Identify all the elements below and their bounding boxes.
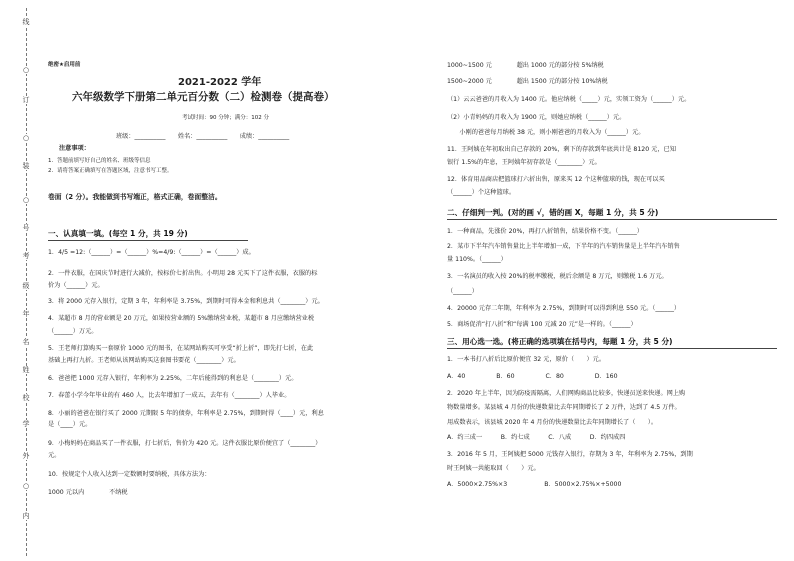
- question-line: 10．按规定个人收入达到一定数额时要纳税，具体方法为：: [48, 471, 211, 478]
- question-line: 1．一种商品，先涨价 20%，再打八折销售，结果价格不变。（______）: [447, 228, 643, 235]
- question-line: 1000 元以内 不纳税: [48, 489, 128, 496]
- section2-title: 二、仔细判一判。(对的画 √，错的画 X，每题 1 分，共 5 分): [447, 208, 659, 217]
- question-line: 基础上再打九折。王老师从该网站购买这套图书要花（________）元。: [48, 357, 240, 364]
- binding-char: 号: [20, 224, 32, 232]
- exam-meta: 考试时间：90 分钟；满分：102 分: [182, 115, 269, 121]
- question-line: 物数量增多。某县城 4 月份的快递数量比去年同期增长了 2 万件，达到了 4.5 万件。: [447, 404, 681, 411]
- secret-label: 绝密★启用前: [48, 62, 81, 68]
- section3-title: 三、用心选一选。(将正确的选项填在括号内，每题 1 分，共 5 分): [447, 337, 673, 346]
- notes-title: 注意事项：: [59, 145, 90, 152]
- note-item: 1．答题前填写好自己的姓名、班级等信息: [48, 158, 151, 164]
- question-line: 9．小梅妈妈在商品买了一件衣服，打七折后，售价为 420 元。这件衣服比原价便宜了（________）: [48, 440, 322, 447]
- question-line: A．40 B．60 C．80 D．160: [447, 373, 618, 380]
- question-line: 3．将 2000 元存入银行，定期 3 年，年利率是 3.75%，到期时可得本金和利息共（________）元。: [48, 298, 324, 305]
- section3-underline: [447, 348, 777, 349]
- question-line: 8．小丽的爸爸在银行买了 2000 元期限 5 年的债券，年利率是 2.75%，到期时得（____）元，利息: [48, 410, 324, 417]
- question-line: 5．王老师打算购买一套原价 1000 元的图书，在某网站购买可享受“折上折”，即先打七折，在此: [48, 345, 314, 352]
- question-line: 4．某超市 8 月的营业额是 20 万元，如果按营业额的 5%缴纳营业税，某超市 8 月应缴纳营业税: [48, 315, 315, 322]
- question-line: 量 110%。（______）: [447, 256, 507, 263]
- binding-char: 订: [20, 96, 32, 104]
- section1-title: 一、认真填一填。(每空 1 分，共 19 分): [48, 229, 188, 238]
- binding-char: 外: [20, 452, 32, 460]
- question-line: 银行 1.5%的年息，王阿姨年初存款是（________）元。: [447, 159, 601, 166]
- question-line: 元。: [48, 452, 61, 459]
- section2-underline: [447, 219, 777, 220]
- question-line: 是（____）元。: [48, 421, 92, 428]
- question-line: 4．20000 元存二年期，年利率为 2.75%，到期时可以得到利息 550 元。（______）: [447, 305, 681, 312]
- question-line: 小刚的爸爸每月纳税 38 元，则小刚爸爸的月收入为（______）元。: [447, 129, 645, 136]
- binding-char: 名: [20, 338, 32, 346]
- binding-char: 级: [20, 282, 32, 290]
- binding-char: 内: [20, 512, 32, 520]
- student-fields: 班级：__________ 姓名：__________ 成绩：__________: [116, 133, 290, 140]
- neatness-note: 卷面（2 分）。我能做到书写端正，格式正确，卷面整洁。: [48, 193, 222, 201]
- question-line: （______）个这种篮球。: [447, 189, 516, 196]
- question-line: （2）小青妈妈的月收入为 1900 元，则她应纳税（______）元。: [447, 114, 626, 121]
- question-line: 12．体育用品商店把篮球打六折出售，原来买 12 个这种篮球的钱，现在可以买: [447, 176, 665, 183]
- question-line: 价为（______）元。: [48, 282, 104, 289]
- question-line: 3．2016 年 5 月，王阿姨把 5000 元钱存入银行，存期为 3 年，年利率为 2.75%，到期: [447, 451, 693, 458]
- binding-char: 考: [20, 252, 32, 260]
- question-line: 1．一本书打八折后比原价便宜 32 元，原价（ ）元。: [447, 356, 606, 363]
- binding-char: ○: [20, 196, 32, 204]
- question-line: 2．2020 年上半年，因为防疫需隔离，人们网购商品比较多，快递员送来快递。网上购: [447, 390, 686, 397]
- binding-char: 线: [20, 18, 32, 26]
- question-line: A．约三成一 B．约七成 C．八成 D．约四成四: [447, 434, 626, 441]
- question-line: 2．某市下半年汽车销售量比上半年增加一成，下半年的汽车销售量是上半年汽车销售: [447, 243, 680, 250]
- binding-char: ○: [20, 482, 32, 490]
- question-line: 1．4/5 =12:（______）=（______）%=4/9:（______）=（______）成。: [48, 249, 255, 256]
- question-line: 3．一名演员的收入按 20%的税率缴税，税后余额是 8 万元，则缴税 1.6 万元。: [447, 273, 668, 280]
- exam-year: 2021-2022 学年: [178, 77, 262, 88]
- question-line: 7．春蕾小学今年毕业的有 460 人，比去年增加了一成五，去年有（________）人毕业。: [48, 392, 291, 399]
- binding-char: ○: [20, 134, 32, 142]
- binding-char: 姓: [20, 366, 32, 374]
- binding-char: 装: [20, 162, 32, 170]
- note-item: 2．请将答案正确填写在答题区域，注意书写工整。: [48, 168, 173, 174]
- question-line: （______）万元。: [48, 328, 98, 335]
- question-line: 1000~1500 元 超出 1000 元的部分按 5%纳税: [447, 62, 604, 69]
- binding-char: 学: [20, 420, 32, 428]
- question-line: 6．爸爸把 1000 元存入银行，年利率为 2.25%，二年后能得到的利息是（________）元。: [48, 375, 298, 382]
- binding-char: 年: [20, 310, 32, 318]
- question-line: 时王阿姨一共能取回（ ）元。: [447, 465, 540, 472]
- question-line: （1）云云爸爸的月收入为 1400 元。他应纳税（_____）元，实领工资为（______）元。: [447, 96, 691, 103]
- question-line: 用成数表示，该县城 2020 年 4 月份的快递数量比去年同期增长了（ ）。: [447, 419, 658, 426]
- question-line: 11．王阿姨在年初取出自己存款的 20%，剩下的存款到年底共计是 8120 元，已知: [447, 146, 676, 153]
- binding-char: ○: [20, 66, 32, 74]
- exam-title: 六年级数学下册第二单元百分数（二）检测卷（提高卷）: [72, 91, 335, 103]
- section1-underline: [48, 240, 248, 241]
- question-line: 5．商场促消“打八折”和“每满 100 元减 20 元”是一样的。（______）: [447, 321, 637, 328]
- question-line: 2．一件衣服，在国庆节时进行大减价，按标价七折出售。小明用 28 元买下了这件衣服，衣服的标: [48, 270, 318, 277]
- question-line: 1500~2000 元 超出 1500 元的部分按 10%纳税: [447, 78, 608, 85]
- question-line: A．5000×2.75%×3 B．5000×2.75%×+5000: [447, 481, 622, 488]
- binding-char: 校: [20, 394, 32, 402]
- question-line: （______）: [447, 288, 478, 295]
